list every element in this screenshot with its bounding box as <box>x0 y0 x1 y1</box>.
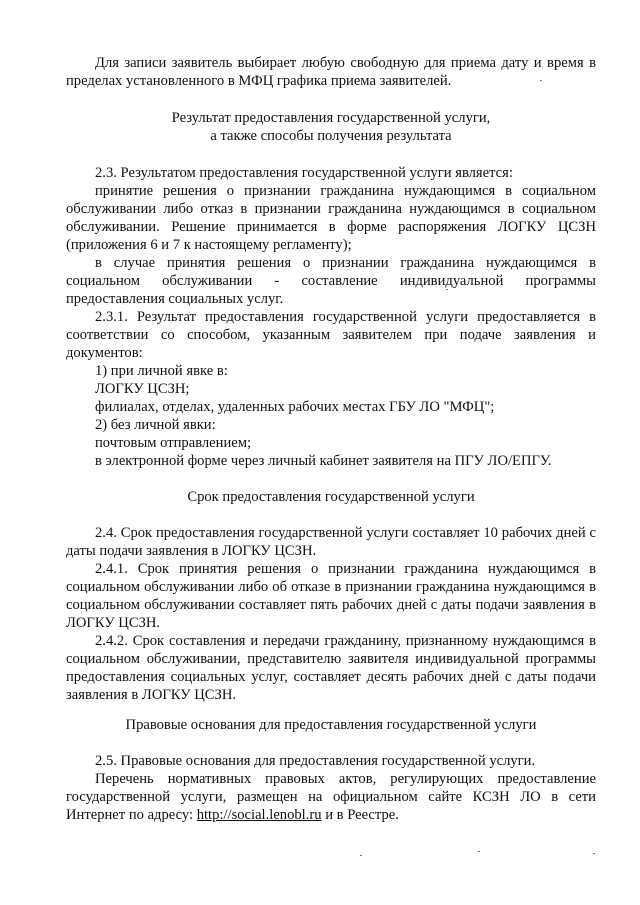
scan-speck <box>540 80 542 81</box>
section-heading-result-line1: Результат предоставления государственной услуги, <box>171 110 491 126</box>
regulations-tail: и в Реестре. <box>321 807 399 823</box>
paragraph-2-5-regulations <box>66 770 596 824</box>
paragraph-2-3: 2.3. Результатом предоставления государственной услуги является: <box>95 165 513 181</box>
list-item-remote: 2) без личной явки: <box>95 417 216 433</box>
paragraph-2-4-1: 2.4.1. Срок принятия решения о признании гражданина нуждающимся в социальном обслуживании либо об отказе в признании гражданина нуждающимся в социальном обслуживании составляет пять рабочих дней с даты подачи заявления в ЛОГКУ ЦСЗН. <box>66 561 596 631</box>
list-item-mail: почтовым отправлением; <box>95 435 252 451</box>
paragraph-2-3-1: 2.3.1. Результат предоставления государственной услуги предоставляется в соответствии со способом, указанным заявителем при подаче заявления и документов: <box>66 309 596 361</box>
list-item-electronic: в электронной форме через личный кабинет заявителя на ПГУ ЛО/ЕПГУ. <box>95 453 552 469</box>
intro-paragraph: Для записи заявитель выбирает любую свободную для приема дату и время в пределах установленного в МФЦ графика приема заявителей. <box>66 55 596 89</box>
paragraph-2-3-program: в случае принятия решения о признании гражданина нуждающимся в социальном обслуживании - составление индивидуальной программы предоставления социальных услуг. <box>66 255 596 307</box>
section-heading-legal: Правовые основания для предоставления государственной услуги <box>125 717 537 733</box>
scan-speck <box>360 855 362 856</box>
regulations-text: Перечень нормативных правовых актов, регулирующих предоставление государственной услуги, размещен на официальном сайте КСЗН ЛО в сети Интернет по адресу: <box>66 771 596 823</box>
scan-speck <box>478 851 480 852</box>
section-heading-result <box>66 109 596 145</box>
scan-speck <box>593 853 595 854</box>
section-heading-term: Срок предоставления государственной услуги <box>187 489 475 505</box>
list-item-mfc-branches: филиалах, отделах, удаленных рабочих местах ГБУ ЛО "МФЦ"; <box>95 399 495 415</box>
social-lenobl-link[interactable]: http://social.lenobl.ru <box>196 807 322 823</box>
paragraph-2-4-2: 2.4.2. Срок составления и передачи гражданину, признанному нуждающимся в социальном обслуживании, представителю заявителя индивидуальной программы предоставления социальных услуг, составляет десять рабочих дней с даты подачи заявления в ЛОГКУ ЦСЗН. <box>66 633 596 703</box>
scan-speck <box>446 289 448 290</box>
paragraph-2-5: 2.5. Правовые основания для предоставления государственной услуги. <box>95 753 536 769</box>
list-item-logku: ЛОГКУ ЦСЗН; <box>95 381 190 397</box>
section-heading-result-line2: а также способы получения результата <box>210 128 452 144</box>
paragraph-2-3-decision: принятие решения о признании гражданина нуждающимся в социальном обслуживании либо отказ в признании гражданина нуждающимся в социальном обслуживании. Решение принимается в форме распоряжения ЛОГКУ ЦСЗН (приложения 6 и 7 к настоящему регламенту); <box>66 183 596 253</box>
list-item-in-person: 1) при личной явке в: <box>95 363 228 379</box>
paragraph-2-4: 2.4. Срок предоставления государственной услуги составляет 10 рабочих дней с даты подачи заявления в ЛОГКУ ЦСЗН. <box>66 525 596 559</box>
